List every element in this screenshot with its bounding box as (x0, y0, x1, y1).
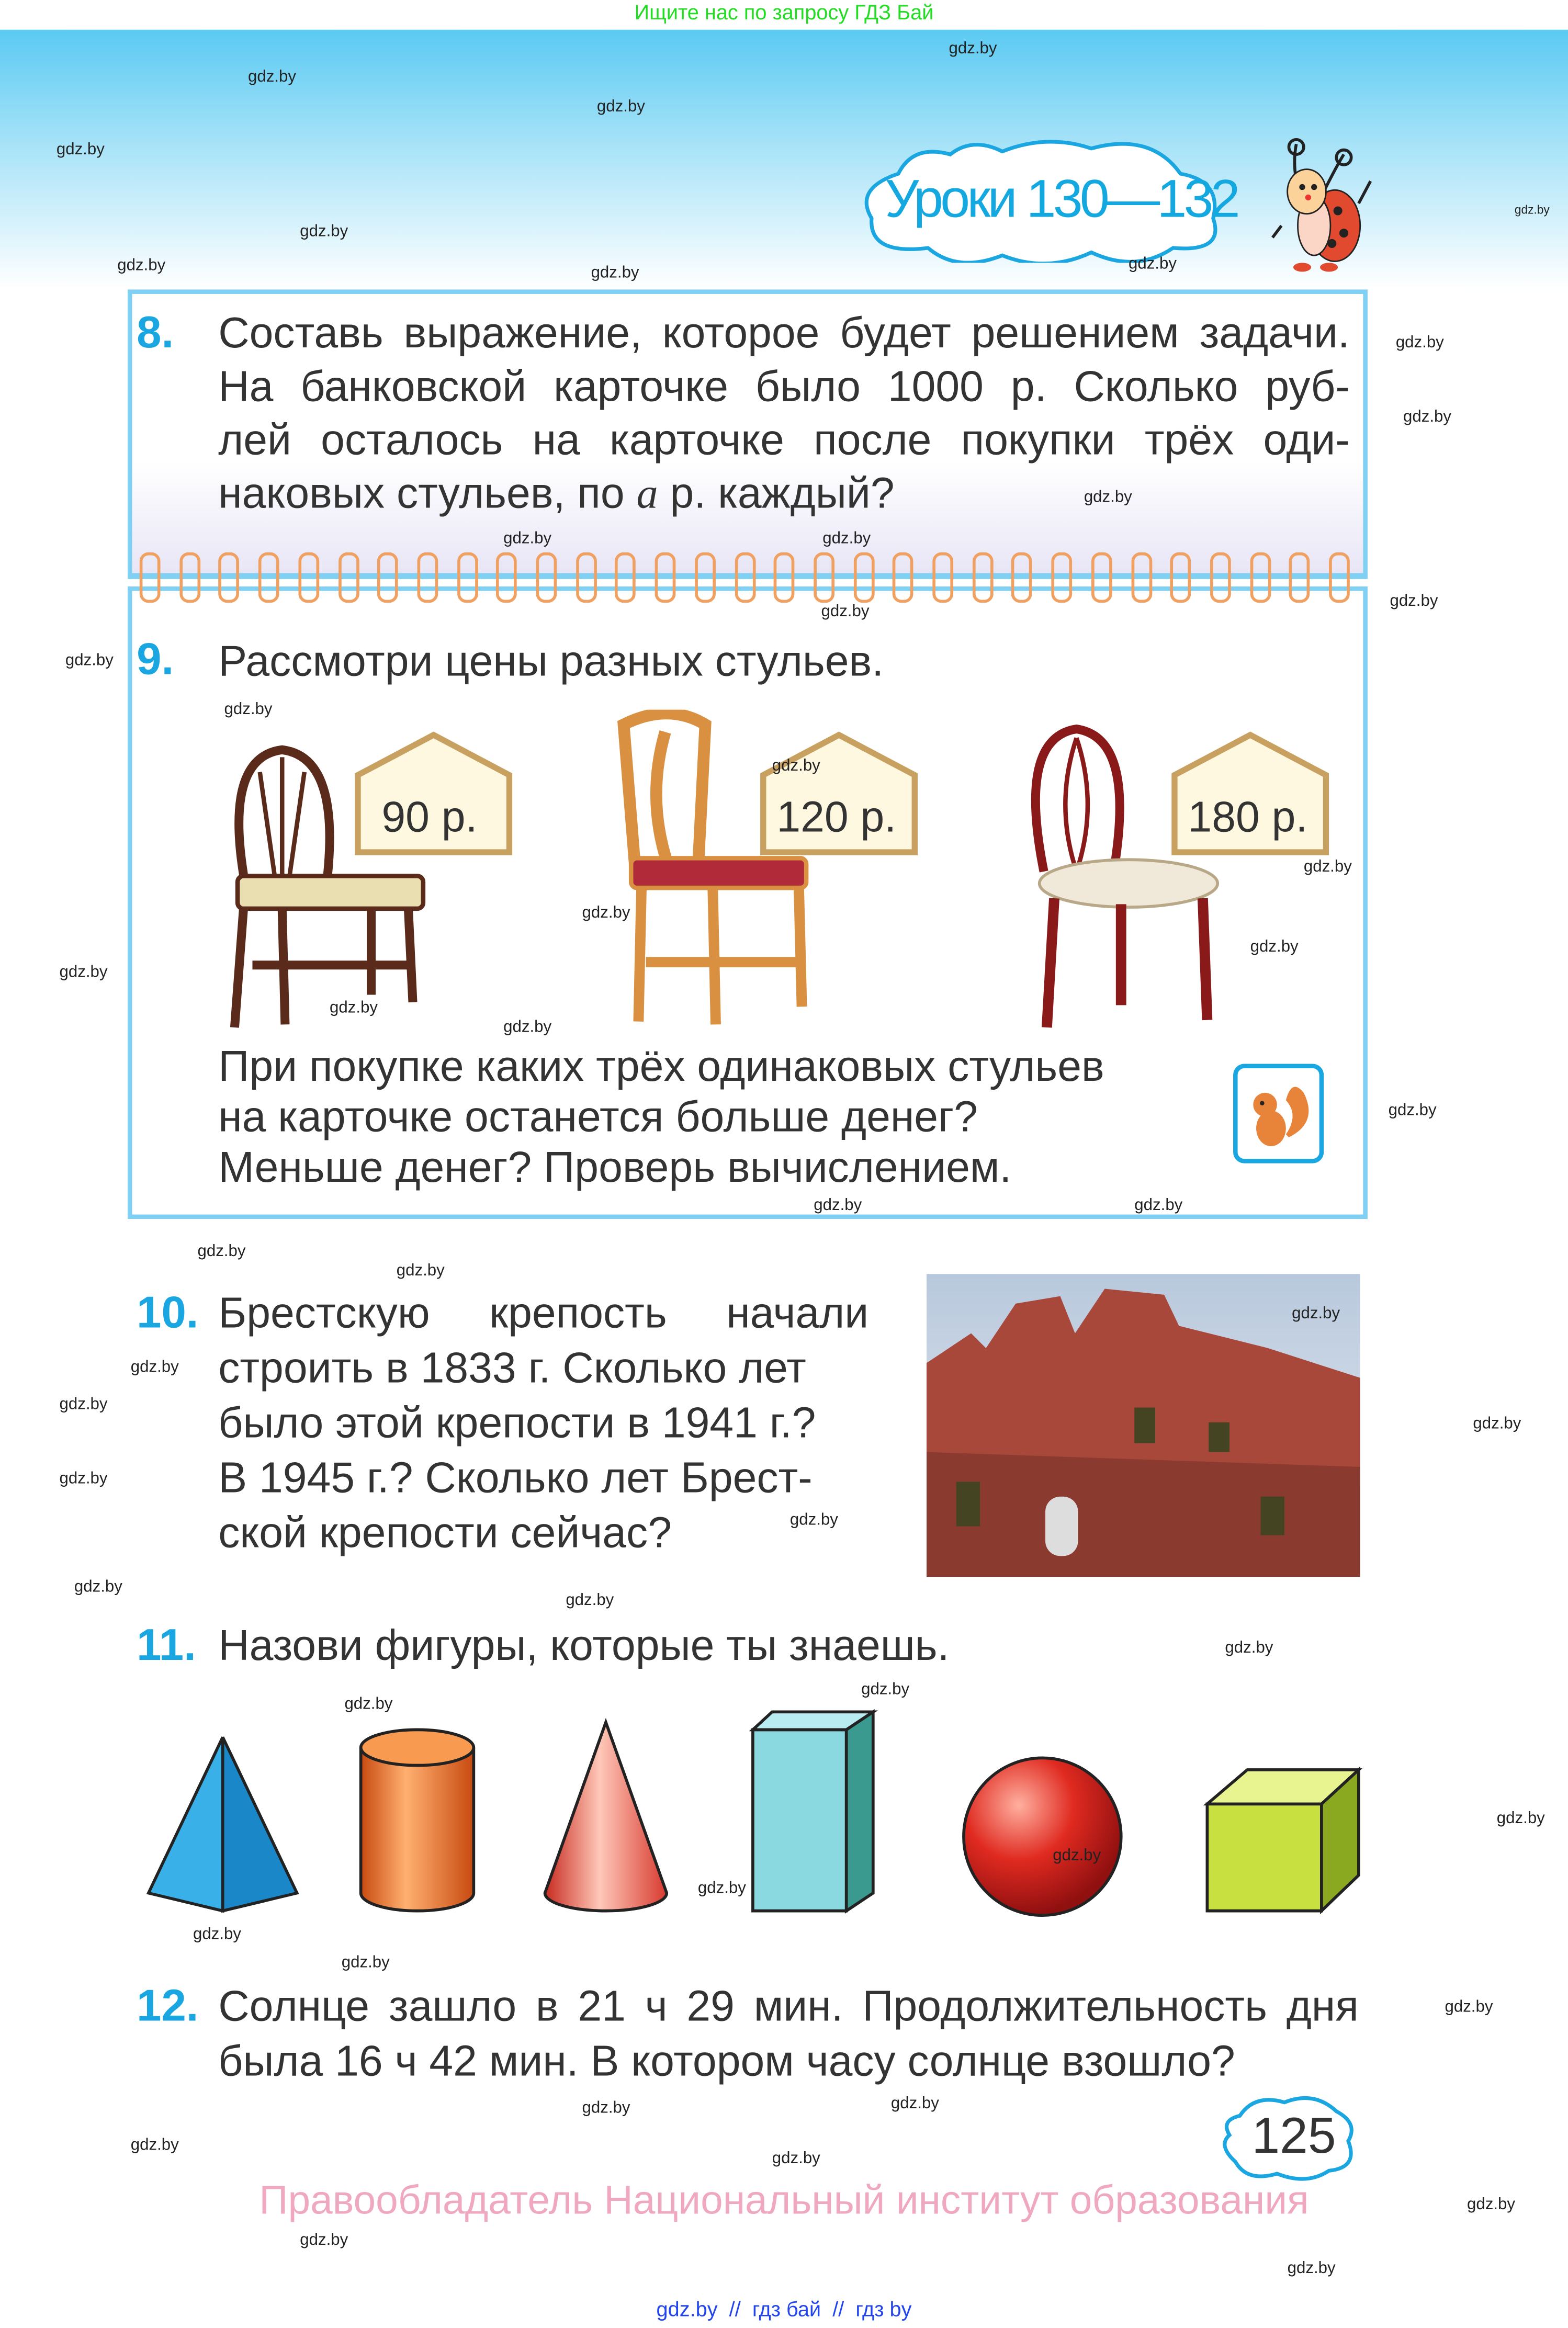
spiral-ring-icon (298, 552, 319, 603)
spiral-ring-icon (1289, 552, 1310, 603)
task-9-title: Рассмотри цены разных стульев. (218, 638, 884, 686)
watermark: gdz.by (1053, 1847, 1101, 1865)
task-8-line-3: лей осталось на карточке после покупки трёх оди- (218, 417, 1350, 465)
spiral-ring-icon (1091, 552, 1112, 603)
task-11-title: Назови фигуры, которые ты знаешь. (218, 1623, 950, 1670)
watermark: gdz.by (1473, 1415, 1521, 1433)
cone-icon (545, 1722, 667, 1911)
task-9-question-1: При покупке каких трёх одинаковых стульев (218, 1044, 1104, 1092)
watermark: gdz.by (596, 98, 645, 116)
spiral-ring-icon (655, 552, 676, 603)
watermark: gdz.by (344, 1696, 393, 1714)
variable-a: a (636, 470, 658, 518)
watermark: gdz.by (890, 2095, 939, 2113)
watermark: gdz.by (300, 222, 348, 241)
spiral-ring-icon (140, 552, 161, 603)
spiral-ring-icon (536, 552, 557, 603)
cylinder-icon (361, 1730, 474, 1911)
watermark: gdz.by (117, 256, 166, 275)
watermark: gdz.by (1514, 203, 1550, 217)
sphere-icon (964, 1758, 1121, 1915)
watermark: gdz.by (65, 651, 114, 670)
spiral-ring-icon (893, 552, 914, 603)
task-8-line-1: Составь выражение, которое будет решением задачи. (218, 310, 1350, 358)
spiral-ring-icon (377, 552, 398, 603)
watermark: gdz.by (582, 2099, 630, 2118)
shapes-row (141, 1700, 1374, 1923)
watermark: gdz.by (1303, 858, 1352, 876)
spiral-ring-icon (457, 552, 478, 603)
watermark: gdz.by (582, 904, 630, 922)
task-10-line-4: В 1945 г.? Сколько лет Брест- (218, 1455, 813, 1503)
watermark: gdz.by (300, 2231, 348, 2250)
watermark: gdz.by (1084, 488, 1132, 506)
task-10-line-5: ской крепости сейчас? (218, 1510, 672, 1558)
watermark: gdz.by (1134, 1196, 1183, 1215)
watermark: gdz.by (330, 999, 378, 1018)
watermark: gdz.by (949, 40, 997, 58)
task-10-number: 10. (137, 1289, 199, 1338)
top-banner[interactable]: Ищите нас по запросу ГДЗ Бай (634, 0, 934, 24)
task-11-number: 11. (137, 1621, 196, 1670)
page-number: 125 (1251, 2108, 1336, 2165)
watermark: gdz.by (59, 963, 108, 981)
watermark: gdz.by (1395, 334, 1444, 352)
watermark: gdz.by (197, 1242, 246, 1261)
watermark: gdz.by (341, 1953, 390, 1972)
cube-icon (1207, 1770, 1358, 1911)
watermark: gdz.by (396, 1262, 445, 1280)
task-8-text-end: р. каждый? (670, 470, 895, 518)
spiral-ring-icon (1012, 552, 1033, 603)
watermark: gdz.by (247, 68, 296, 86)
watermark: gdz.by (1390, 592, 1438, 611)
task-9-number: 9. (137, 635, 174, 685)
rectangular-prism-icon (753, 1712, 873, 1911)
spiral-ring-icon (972, 552, 993, 603)
watermark: gdz.by (1287, 2259, 1336, 2278)
watermark: gdz.by (59, 1470, 108, 1488)
watermark: gdz.by (1250, 938, 1299, 956)
spiral-ring-icon (1329, 552, 1350, 603)
squirrel-icon (1233, 1063, 1325, 1164)
task-8-number: 8. (137, 309, 174, 358)
watermark: gdz.by (1467, 2196, 1516, 2214)
watermark: gdz.by (56, 141, 105, 159)
spiral-ring-icon (497, 552, 517, 603)
copyright-notice: Правообладатель Национальный институт образования (259, 2178, 1309, 2223)
spiral-ring-icon (774, 552, 795, 603)
watermark: gdz.by (1388, 1101, 1437, 1120)
lesson-title: Уроки 130—132 (885, 167, 1237, 229)
watermark: gdz.by (130, 1358, 179, 1376)
footer-link[interactable]: gdz.by // гдз бай // гдз by (656, 2297, 912, 2321)
watermark: gdz.by (1128, 255, 1177, 274)
watermark: gdz.by (193, 1926, 241, 1944)
watermark: gdz.by (821, 603, 870, 621)
watermark: gdz.by (224, 700, 273, 719)
watermark: gdz.by (822, 530, 871, 548)
task-10-line-3: было этой крепости в 1941 г.? (218, 1400, 816, 1448)
price-1: 90 р. (381, 794, 478, 842)
spiral-ring-icon (1170, 552, 1191, 603)
task-12-number: 12. (137, 1982, 199, 2031)
task-8-line-4 (218, 468, 894, 521)
watermark: gdz.by (814, 1196, 862, 1215)
task-10-line-2: строить в 1833 г. Сколько лет (218, 1345, 806, 1393)
task-12-line-1: Солнце зашло в 21 ч 29 мин. Продолжительность дня (218, 1983, 1359, 2031)
task-9-question-3: Меньше денег? Проверь вычислением. (218, 1145, 1012, 1192)
spiral-ring-icon (615, 552, 636, 603)
ladybug-icon (1270, 137, 1381, 273)
price-2: 120 р. (776, 794, 897, 842)
watermark: gdz.by (861, 1680, 910, 1699)
watermark: gdz.by (503, 1018, 552, 1036)
watermark: gdz.by (503, 530, 552, 548)
task-12-line-2: была 16 ч 42 мин. В котором часу солнце взошло? (218, 2038, 1235, 2086)
spiral-ring-icon (258, 552, 279, 603)
task-8-text: наковых стульев, по (218, 470, 625, 518)
spiral-ring-icon (1210, 552, 1231, 603)
spiral-ring-icon (1250, 552, 1271, 603)
watermark: gdz.by (566, 1591, 614, 1610)
watermark: gdz.by (130, 2137, 179, 2155)
spiral-ring-icon (179, 552, 200, 603)
watermark: gdz.by (1225, 1639, 1273, 1657)
spiral-ring-icon (1131, 552, 1152, 603)
spiral-ring-icon (338, 552, 359, 603)
spiral-ring-icon (1052, 552, 1073, 603)
task-8-line-2: На банковской карточке было 1000 р. Сколько руб- (218, 364, 1350, 412)
spiral-ring-icon (695, 552, 716, 603)
watermark: gdz.by (59, 1395, 108, 1414)
watermark: gdz.by (772, 2150, 820, 2168)
watermark: gdz.by (772, 757, 820, 775)
watermark: gdz.by (591, 264, 639, 282)
spiral-ring-icon (219, 552, 240, 603)
watermark: gdz.by (789, 1511, 838, 1530)
pyramid-icon (149, 1737, 297, 1911)
spiral-ring-icon (576, 552, 596, 603)
spiral-ring-icon (932, 552, 953, 603)
spiral-ring-icon (734, 552, 755, 603)
watermark: gdz.by (697, 1880, 746, 1898)
task-9-question-2: на карточке останется больше денег? (218, 1094, 978, 1142)
price-3: 180 р. (1188, 794, 1308, 842)
watermark: gdz.by (1292, 1305, 1340, 1323)
spiral-ring-icon (417, 552, 438, 603)
spiral-ring-icon (814, 552, 834, 603)
watermark: gdz.by (1496, 1810, 1545, 1828)
watermark: gdz.by (74, 1578, 122, 1596)
spiral-ring-icon (853, 552, 874, 603)
task-10-line-1: Брестскую крепость начали (218, 1290, 869, 1338)
watermark: gdz.by (1403, 408, 1452, 426)
watermark: gdz.by (1445, 1998, 1493, 2017)
